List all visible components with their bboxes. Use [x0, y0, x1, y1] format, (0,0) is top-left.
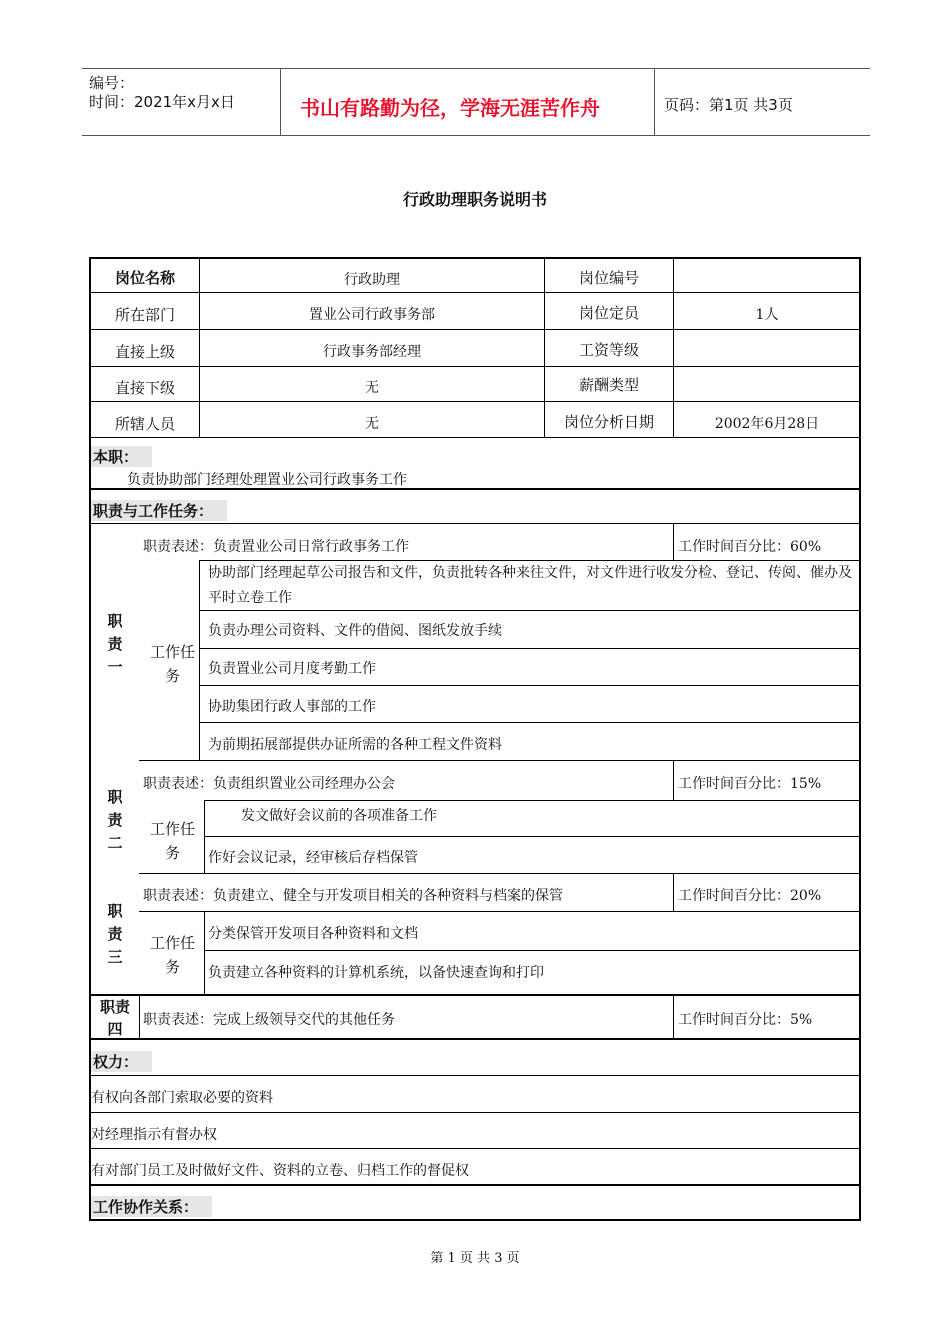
duty-4-label: 职责四 [99, 998, 130, 1038]
duty-2-task-2: 作好会议记录，经审核后存档保管 [208, 850, 418, 866]
analysis-date-value: 2002年6月28日 [714, 416, 820, 432]
duty-4-statement: 职责表述：完成上级领导交代的其他任务 [143, 1012, 395, 1028]
headcount-value: 1人 [755, 307, 779, 323]
duty-1-task-2: 负责办理公司资料、文件的借阅、图纸发放手续 [208, 623, 502, 639]
authority-heading: 权力： [91, 1051, 152, 1072]
duty-3-task-label: 工作任务 [150, 934, 196, 976]
duty-1-task-5: 为前期拓展部提供办证所需的各种工程文件资料 [208, 737, 502, 753]
duty-3-task-1: 分类保管开发项目各种资料和文档 [208, 926, 418, 942]
post-name-label: 岗位名称 [114, 269, 175, 287]
authority-item-3: 有对部门员工及时做好文件、资料的立卷、归档工作的督促权 [91, 1163, 469, 1179]
duty-summary-text: 负责协助部门经理处理置业公司行政事务工作 [127, 472, 407, 488]
page-footer [140, 1247, 810, 1266]
duty-4-percent: 工作时间百分比：5% [678, 1012, 813, 1028]
duty-1-task-4: 协助集团行政人事部的工作 [208, 699, 376, 715]
dept-label: 所在部门 [114, 306, 175, 324]
superior-label: 直接上级 [114, 343, 175, 361]
document-title: 行政助理职务说明书 [402, 190, 547, 209]
duty-1-percent: 工作时间百分比：60% [678, 539, 822, 555]
managed-label: 所辖人员 [114, 415, 175, 433]
duty-3-statement: 职责表述：负责建立、健全与开发项目相关的各种资料与档案的保管 [143, 888, 563, 904]
duty-2-task-label: 工作任务 [150, 820, 196, 862]
page-footer-text: 第 1 页 共 3 页 [430, 1251, 520, 1266]
subordinate-value: 无 [365, 380, 379, 396]
duty-2-task-1: 发文做好会议前的各项准备工作 [241, 808, 437, 824]
header-bottom-rule [82, 135, 870, 136]
serial-label: 编号： [89, 74, 135, 92]
header-divider [280, 69, 281, 135]
authority-item-2: 对经理指示有督办权 [91, 1127, 217, 1143]
dept-value: 置业公司行政事务部 [309, 307, 435, 323]
duty-2-label: 职责二 [107, 788, 123, 852]
duty-3-label: 职责三 [107, 902, 123, 966]
duties-heading: 职责与工作任务： [91, 500, 227, 521]
superior-value: 行政事务部经理 [323, 344, 421, 360]
time-label: 时间：2021年x月x日 [89, 93, 235, 111]
analysis-date-label: 岗位分析日期 [563, 413, 654, 431]
duty-2-statement: 职责表述：负责组织置业公司经理办公会 [143, 776, 395, 792]
subordinate-label: 直接下级 [114, 379, 175, 397]
motto: 书山有路勤为径，学海无涯苦作舟 [300, 96, 600, 120]
page-label: 页码：第1页 共3页 [664, 96, 793, 114]
duty-1-task-label: 工作任务 [150, 643, 196, 685]
post-no-label: 岗位编号 [578, 269, 639, 287]
header-top-rule [82, 68, 870, 69]
cooperation-heading: 工作协作关系： [91, 1196, 212, 1217]
duty-3-percent: 工作时间百分比：20% [678, 888, 822, 904]
header-divider [654, 69, 655, 135]
pay-type-label: 薪酬类型 [578, 376, 639, 394]
duty-summary-heading: 本职： [91, 446, 152, 467]
duty-2-percent: 工作时间百分比：15% [678, 776, 822, 792]
managed-value: 无 [365, 416, 379, 432]
authority-item-1: 有权向各部门索取必要的资料 [91, 1090, 273, 1106]
salary-grade-label: 工资等级 [578, 341, 639, 359]
duty-1-label: 职责一 [107, 612, 123, 676]
duty-1-task-1: 协助部门经理起草公司报告和文件，负责批转各种来往文件，对文件进行收发分检、登记、传阅、催办及平时立卷工作 [208, 565, 852, 606]
duty-1-task-3: 负责置业公司月度考勤工作 [208, 661, 376, 677]
headcount-label: 岗位定员 [578, 304, 639, 322]
post-name-value: 行政助理 [344, 272, 400, 288]
duty-3-task-2: 负责建立各种资料的计算机系统，以备快速查询和打印 [208, 965, 544, 981]
duty-1-statement: 职责表述：负责置业公司日常行政事务工作 [143, 539, 409, 555]
